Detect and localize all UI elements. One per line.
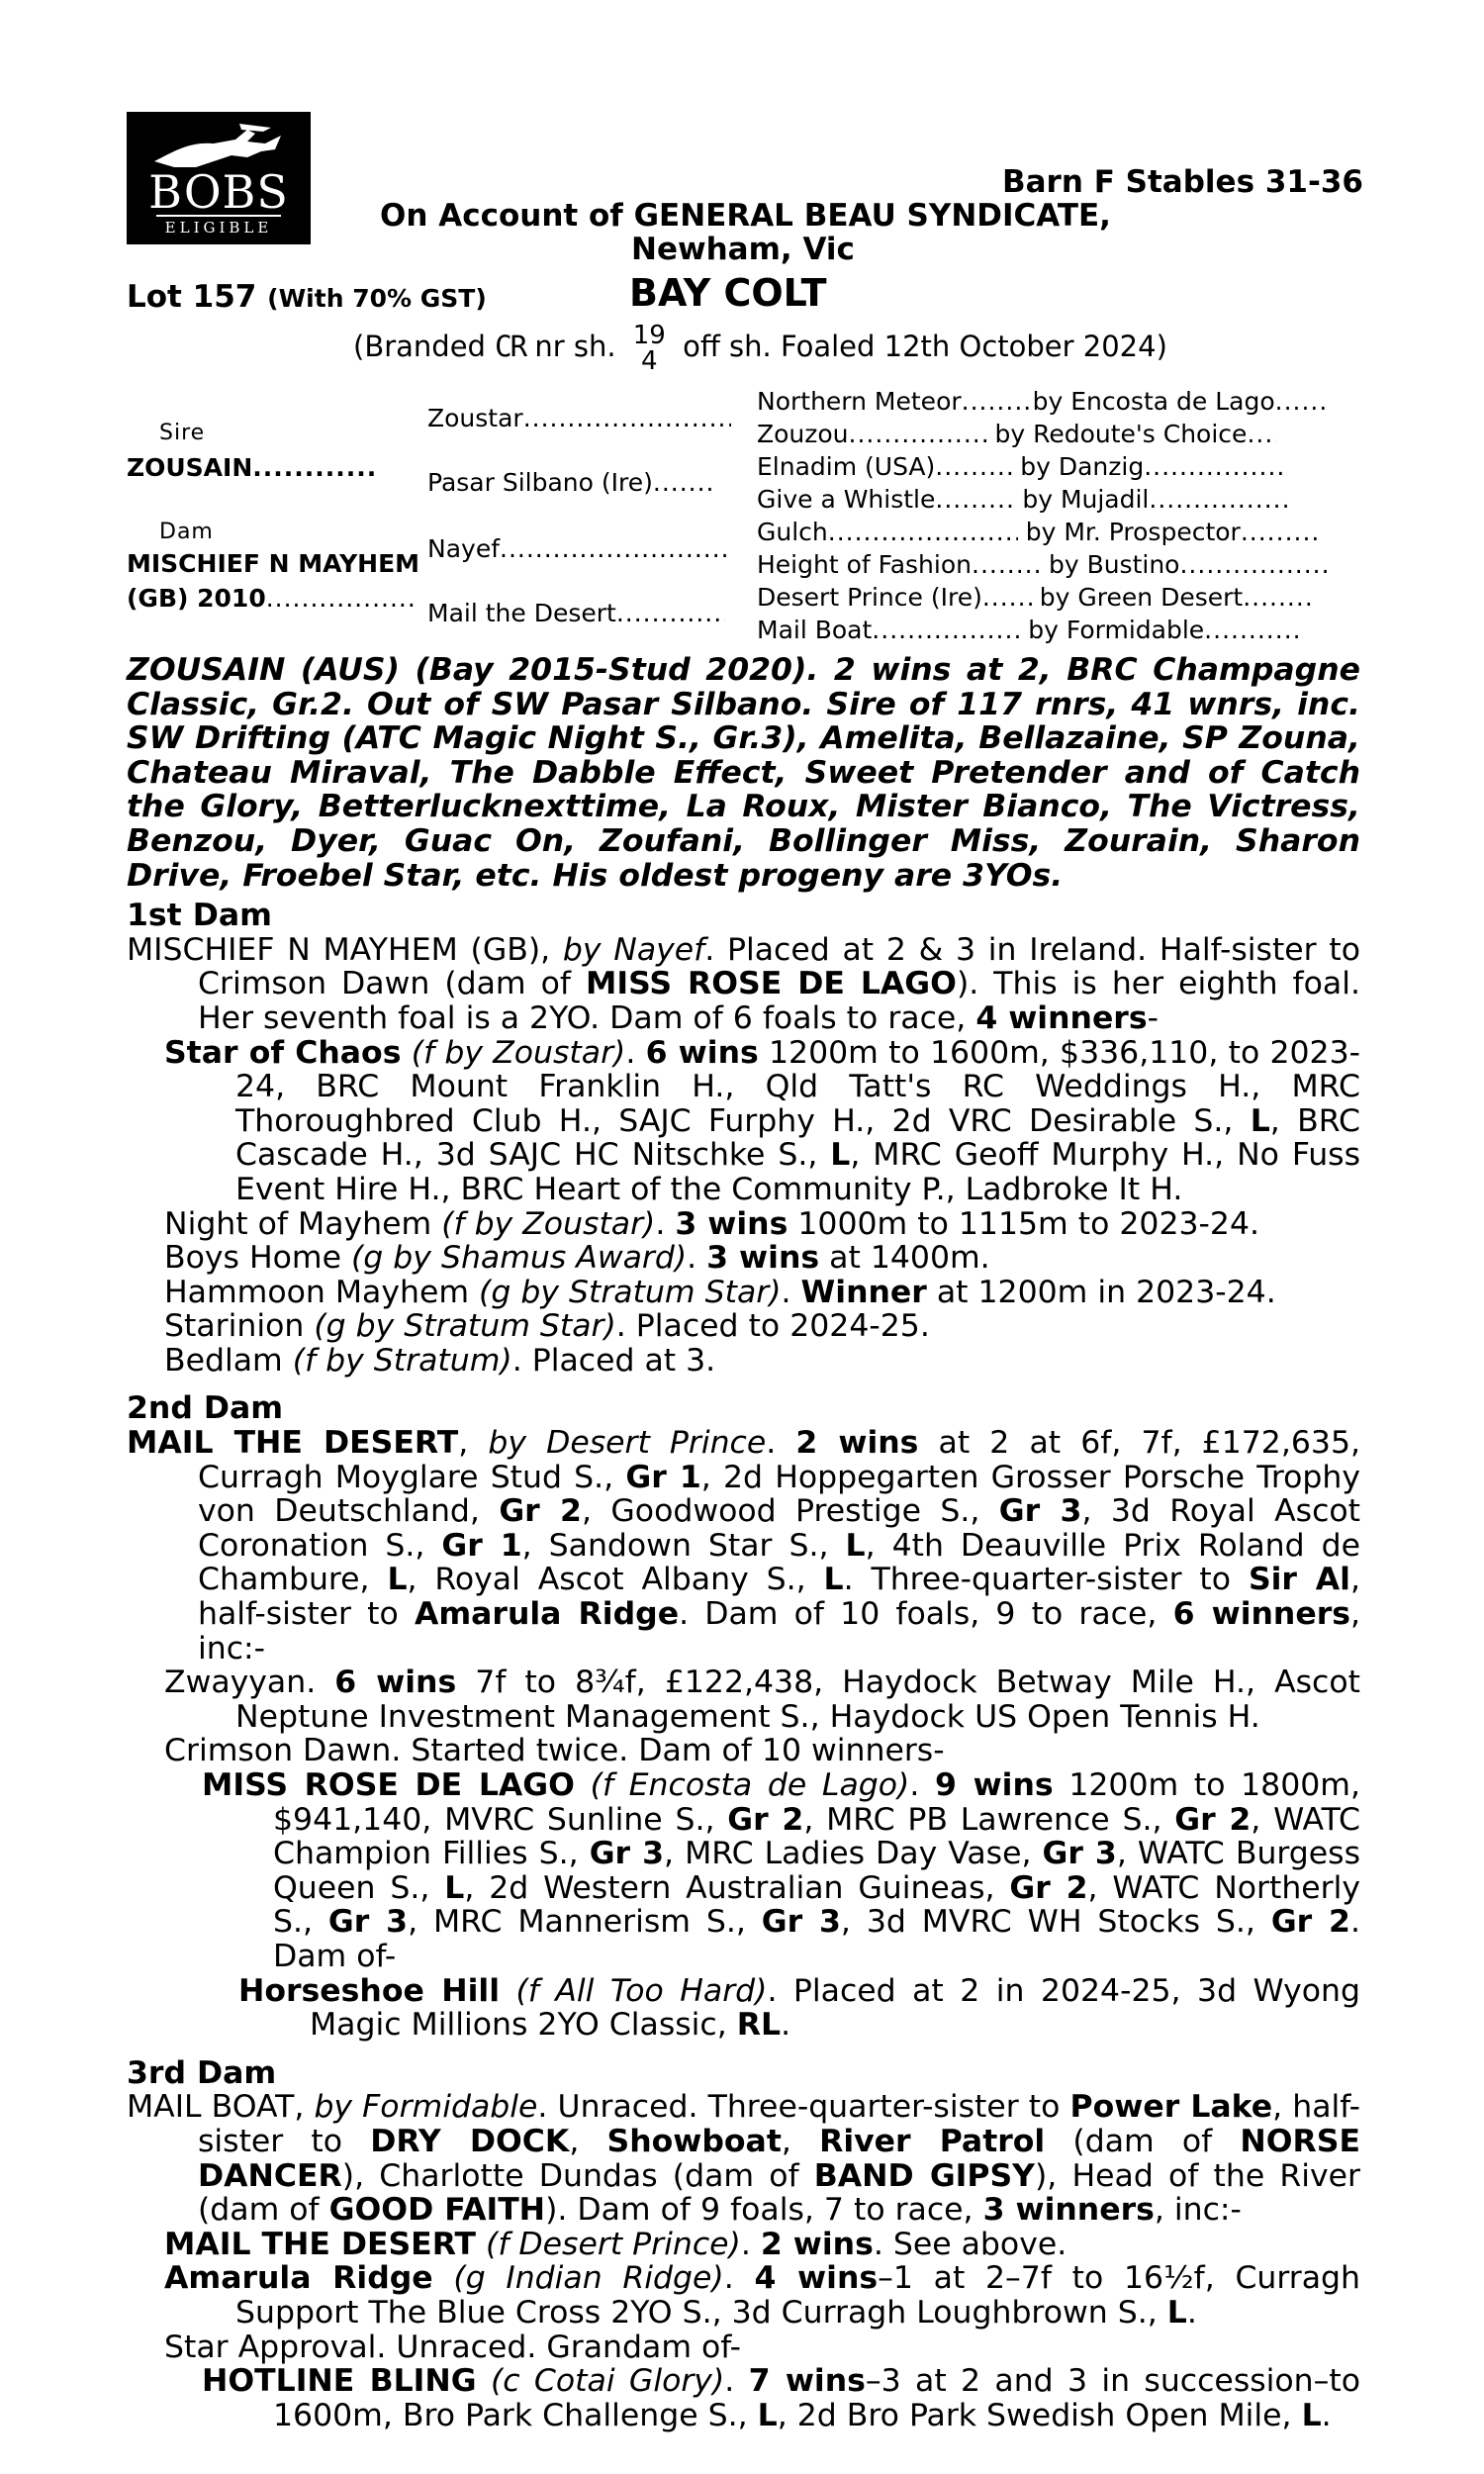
logo-main-text: BOBS xyxy=(148,165,289,219)
progeny-star-approval: Star Approval. Unraced. Grandam of- xyxy=(164,2329,742,2365)
progeny-miss-rose-de-lago: MISS ROSE DE LAGO (f Encosta de Lago). 9 wins 1200m to 1800m, $941,140, MVRC Sunline S., Gr 2, MRC PB Lawrence S., Gr 2, WATC Champion Fillies S., Gr 3, MRC Ladies Day Vase, Gr 3, WATC Burgess Queen S., L, 2d Western Australian Guineas, Gr 2, WATC Northerly S., Gr 3, MRC Mannerism S., Gr 3, 3d MVRC WH Stocks S., Gr 2. Dam of- xyxy=(202,1767,1361,1974)
sire-sire: Zoustar..... xyxy=(427,404,731,433)
third-dam-entry: MAIL BOAT, by Formidable. Unraced. Three-quarter-sister to Power Lake, half-sister to DRY DOCK, Showboat, River Patrol (dam of NORSE DANCER), Charlotte Dundas (dam of BAND GIPSY), Head of the River (dam of GOOD FAITH). Dam of 9 foals, 7 to race, 3 winners, inc:- xyxy=(127,2089,1361,2229)
progeny-bedlam: Bedlam (f by Stratum). Placed at 3. xyxy=(164,1342,716,1379)
third-dam-heading: 3rd Dam xyxy=(127,2054,277,2091)
gst-note: (With 70% GST) xyxy=(267,284,487,313)
page-title: BAY COLT xyxy=(629,271,827,315)
catalogue-body xyxy=(127,653,1360,2432)
dam-name: MISCHIEF N MAYHEM xyxy=(127,549,420,578)
dam-year: (GB) 2010..... xyxy=(127,584,415,614)
progeny-horseshoe-hill: Horseshoe Hill (f All Too Hard). Placed at 2 in 2024-25, 3d Wyong Magic Millions 2YO Classic, RL. xyxy=(238,1972,1360,2044)
progeny-crimson-dawn: Crimson Dawn. Started twice. Dam of 10 winners- xyxy=(164,1733,945,1769)
dam-sire: Nayef..... xyxy=(427,534,729,564)
sire-description: ZOUSAIN (AUS) (Bay 2015-Stud 2020). 2 wins at 2, BRC Champagne Classic, Gr.2. Out of SW Pasar Silbano. Sire of 117 rnrs, 41 wnrs, inc. SW Drifting (ATC Magic Night S., Gr.3), Amelita, Bellazaine, SP Zouna, Chateau Miraval, The Dabble Effect, Sweet Pretender and of Catch the Glory, Betterlucknexttime, La Roux, Mister Bianco, The Victress, Benzou, Dyer, Guac On, Zoufani, Bollinger Miss, Zourain, Sharon Drive, Froebel Star, etc. His oldest progeny are 3YOs. xyxy=(127,652,1360,894)
lot-number xyxy=(127,279,487,315)
progeny-mail-the-desert: MAIL THE DESERT (f Desert Prince). 2 wins. See above. xyxy=(164,2226,1067,2262)
brand-position: nr sh. xyxy=(534,330,616,363)
vendor-location: Newham, Vic xyxy=(631,232,855,267)
brand-prefix: (Branded xyxy=(353,330,486,363)
progeny-amarula-ridge: Amarula Ridge (g Indian Ridge). 4 wins–1 at 2–7f to 16½f, Curragh Support The Blue Cross 2YO S., 3d Curragh Loughbrown S., L. xyxy=(164,2260,1361,2331)
progeny-star-of-chaos: Star of Chaos (f by Zoustar). 6 wins 1200m to 1600m, $336,110, to 2023-24, BRC Mount Franklin H., Qld Tatt's RC Weddings H., MRC Thoroughbred Club H., SAJC Furphy H., 2d VRC Desirable S., L, BRC Cascade H., 3d SAJC HC Nitschke S., L, MRC Geoff Murphy H., No Fuss Event Hire H., BRC Heart of the Community P., Ladbroke It H. xyxy=(164,1034,1361,1207)
gen3-5: Gulch..... by Mr. Prospector..... xyxy=(757,518,1320,547)
barn-location: Barn F Stables 31-36 xyxy=(1002,164,1363,200)
sire-label: Sire xyxy=(159,421,206,445)
brand-line xyxy=(353,317,1167,376)
second-dam-entry: MAIL THE DESERT, by Desert Prince. 2 wins at 2 at 6f, 7f, £172,635, Curragh Moyglare Stud S., Gr 1, 2d Hoppegarten Grosser Porsche Trophy von Deutschland, Gr 2, Goodwood Prestige S., Gr 3, 3d Royal Ascot Coronation S., Gr 1, Sandown Star S., L, 4th Deauville Prix Roland de Chambure, L, Royal Ascot Albany S., L. Three-quarter-sister to Sir Al, half-sister to Amarula Ridge. Dam of 10 foals, 9 to race, 6 winners, inc:- xyxy=(127,1425,1361,1666)
lot-label: Lot 157 xyxy=(127,279,257,315)
brand-number-bottom: 4 xyxy=(641,346,658,376)
gen3-6: Height of Fashion..... by Bustino..... xyxy=(757,550,1328,580)
progeny-hotline-bling: HOTLINE BLING (c Cotai Glory). 7 wins–3 at 2 and 3 in succession–to 1600m, Bro Park Challenge S., L, 2d Bro Park Swedish Open Mile, L. xyxy=(202,2363,1360,2433)
progeny-boys-home: Boys Home (g by Shamus Award). 3 wins at 1400m. xyxy=(164,1240,990,1277)
gen3-2: Zouzou..... by Redoute's Choice..... xyxy=(757,420,1276,449)
second-dam-heading: 2nd Dam xyxy=(127,1390,284,1427)
gen3-3: Elnadim (USA)..... by Danzig..... xyxy=(757,452,1282,482)
first-dam-entry: MISCHIEF N MAYHEM (GB), by Nayef. Placed at 2 & 3 in Ireland. Half-sister to Crimson Dawn (dam of MISS ROSE DE LAGO). This is her eighth foal. Her seventh foal is a 2YO. Dam of 6 foals to race, 4 winners- xyxy=(127,931,1360,1036)
sire-dam: Pasar Silbano (Ire)..... xyxy=(427,468,712,498)
dam-dam: Mail the Desert..... xyxy=(427,599,725,628)
bobs-eligible-logo xyxy=(127,112,311,244)
gen3-8: Mail Boat..... by Formidable..... xyxy=(757,616,1303,645)
vendor-account: On Account of GENERAL BEAU SYNDICATE, xyxy=(380,198,1111,234)
gen3-4: Give a Whistle..... by Mujadil..... xyxy=(757,485,1292,515)
progeny-zwayyan: Zwayyan. 6 wins 7f to 8¾f, £122,438, Haydock Betway Mile H., Ascot Neptune Investment Management S., Haydock US Open Tennis H. xyxy=(164,1665,1360,1735)
gen3-7: Desert Prince (Ire)..... by Green Desert..... xyxy=(757,583,1312,613)
dam-label: Dam xyxy=(159,520,214,544)
brand-number-top: 19 xyxy=(632,321,666,350)
brand-mark: CR xyxy=(495,330,526,363)
logo-sub-text: ELIGIBLE xyxy=(156,215,281,237)
progeny-hammoon-mayhem: Hammoon Mayhem (g by Stratum Star). Winner at 1200m in 2023-24. xyxy=(164,1274,1276,1310)
progeny-night-of-mayhem: Night of Mayhem (f by Zoustar). 3 wins 1000m to 1115m to 2023-24. xyxy=(164,1205,1259,1242)
brand-number xyxy=(633,323,666,374)
sire-name: ZOUSAIN..... xyxy=(127,453,377,483)
first-dam-heading: 1st Dam xyxy=(127,898,272,934)
brand-suffix: off sh. Foaled 12th October 2024) xyxy=(683,330,1167,363)
gen3-1: Northern Meteor..... by Encosta de Lago..... xyxy=(757,387,1325,417)
progeny-starinion: Starinion (g by Stratum Star). Placed to 2024-25. xyxy=(164,1308,930,1345)
